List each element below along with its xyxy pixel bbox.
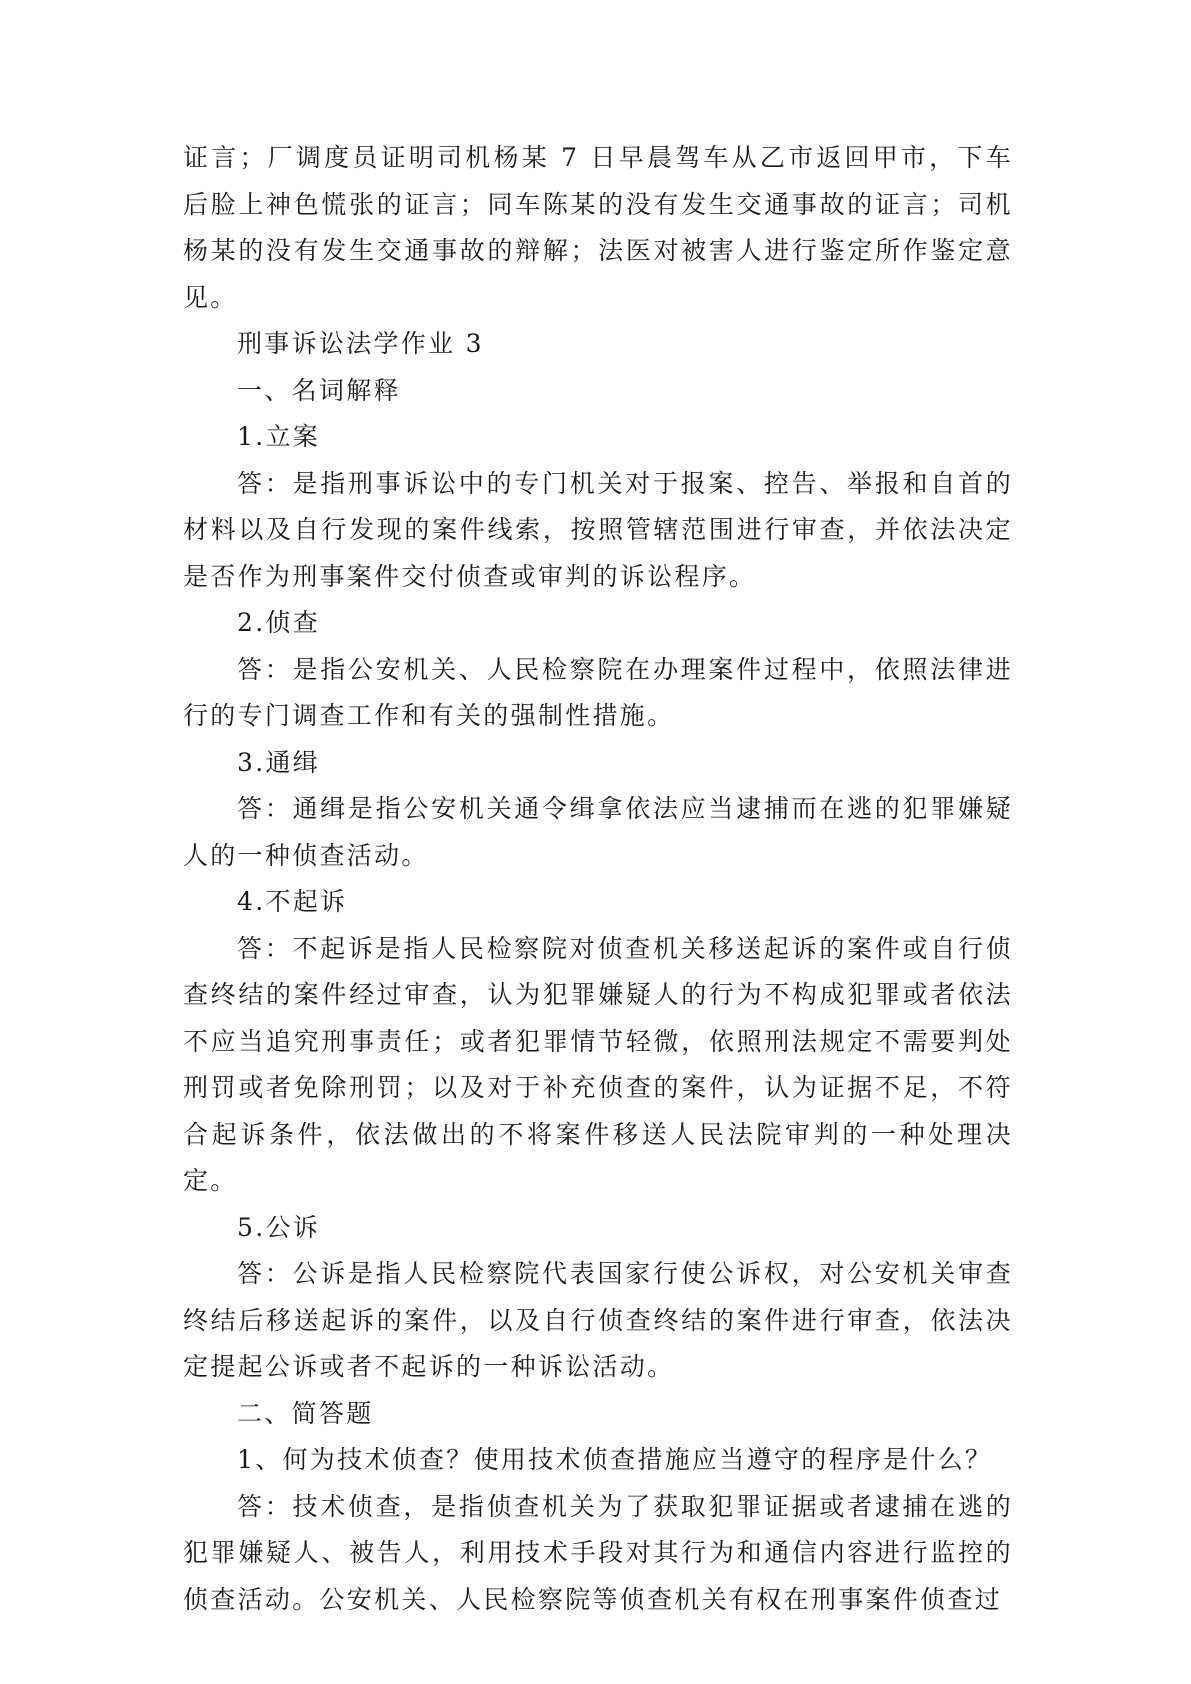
term-heading: 2.侦查	[237, 608, 321, 637]
question-answer: 答：技术侦查，是指侦查机关为了获取犯罪证据或者逮捕在逃的犯罪嫌疑人、被告人，利用技术手段对其行为和通信内容进行监控的侦查活动。公安机关、人民检察院等侦查机关有权在刑事案件侦查过	[183, 1491, 1013, 1614]
term-heading: 4.不起诉	[237, 887, 348, 916]
term-heading: 3.通缉	[237, 747, 321, 777]
section-title: 刑事诉讼法学作业 3	[237, 329, 484, 358]
term-heading: 1.立案	[237, 422, 321, 451]
term-heading: 5.公诉	[237, 1212, 321, 1242]
term-answer: 答：不起诉是指人民检察院对侦查机关移送起诉的案件或自行侦查终结的案件经过审查，认为犯罪嫌疑人的行为不构成犯罪或者依法不应当追究刑事责任；或者犯罪情节轻微，依照刑法规定不需要判处刑罚或者免除刑罚；以及对于补充侦查的案件，认为证据不足，不符合起诉条件，依法做出的不将案件移送人民法院审判的一种处理决定。	[183, 933, 1013, 1195]
term-answer: 答：是指公安机关、人民检察院在办理案件过程中，依照法律进行的专门调查工作和有关的强制性措施。	[183, 654, 1013, 730]
section-heading-terms: 一、名词解释	[237, 375, 401, 405]
question: 1、何为技术侦查？使用技术侦查措施应当遵守的程序是什么？	[237, 1445, 993, 1474]
term-answer: 答：公诉是指人民检察院代表国家行使公诉权，对公安机关审查终结后移送起诉的案件，以及自行侦查终结的案件进行审查，依法决定提起公诉或者不起诉的一种诉讼活动。	[183, 1259, 1013, 1381]
document-body	[183, 135, 1013, 1623]
section-heading-short-answer: 二、简答题	[237, 1398, 374, 1428]
term-answer: 答：通缉是指公安机关通令缉拿依法应当逮捕而在逃的犯罪嫌疑人的一种侦查活动。	[183, 794, 1013, 870]
term-answer: 答：是指刑事诉讼中的专门机关对于报案、控告、举报和自首的材料以及自行发现的案件线索，按照管辖范围进行审查，并依法决定是否作为刑事案件交付侦查或审判的诉讼程序。	[183, 468, 1013, 591]
paragraph-continuation: 证言；厂调度员证明司机杨某 7 日早晨驾车从乙市返回甲市，下车后脸上神色慌张的证言；同车陈某的没有发生交通事故的证言；司机杨某的没有发生交通事故的辩解；法医对被害人进行鉴定所作鉴定意见。	[183, 143, 1013, 312]
